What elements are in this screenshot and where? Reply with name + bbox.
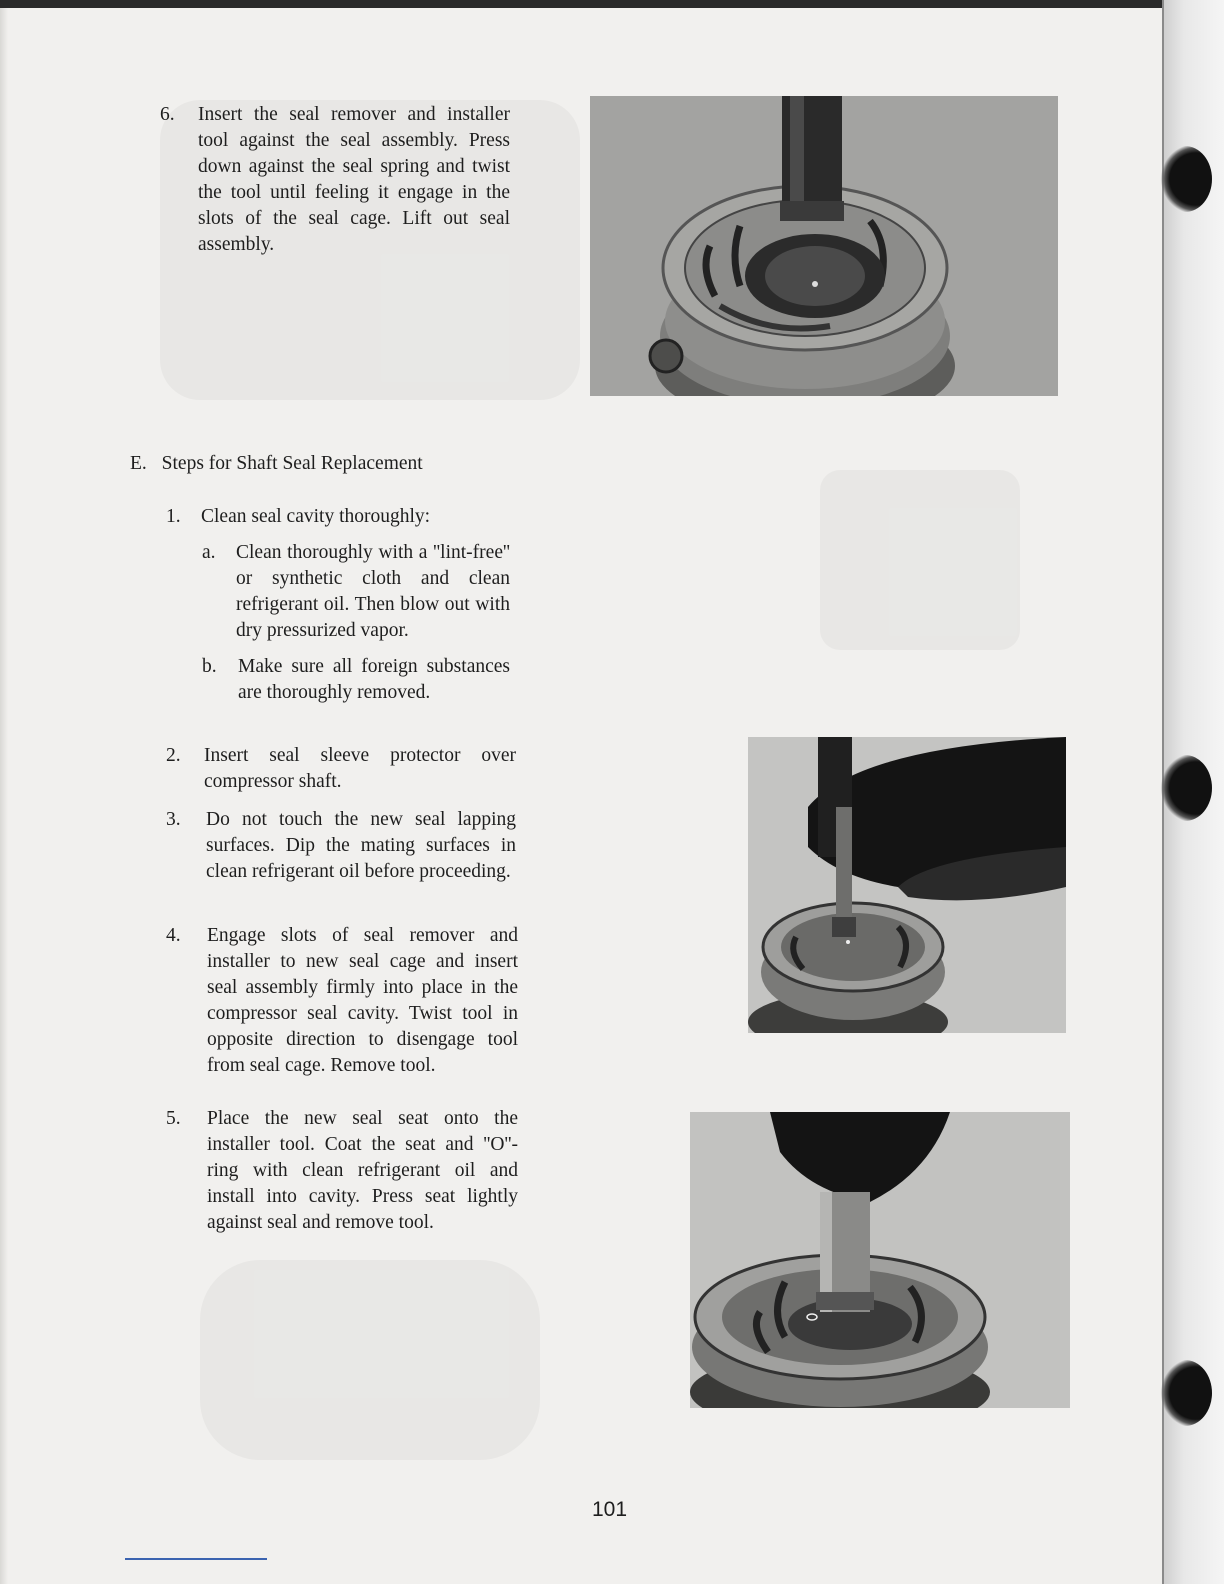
substep-letter: a. bbox=[202, 542, 216, 563]
step-number: 4. bbox=[166, 925, 181, 946]
binder-hole bbox=[1158, 755, 1212, 821]
section-title: Steps for Shaft Seal Replacement bbox=[161, 453, 423, 474]
step-4 bbox=[166, 923, 518, 1079]
section-heading bbox=[130, 451, 550, 477]
seal-install-illustration bbox=[748, 737, 1066, 1033]
step-2 bbox=[166, 743, 516, 795]
step-number: 1. bbox=[166, 506, 181, 527]
section-letter: E. bbox=[130, 453, 147, 474]
footer-rule bbox=[125, 1558, 267, 1560]
seal-removal-photo bbox=[590, 96, 1058, 396]
binder-hole bbox=[1158, 1360, 1212, 1426]
seal-removal-illustration bbox=[590, 96, 1058, 396]
step-5 bbox=[166, 1106, 518, 1236]
step-text: Clean seal cavity thoroughly: bbox=[201, 506, 431, 527]
step-text: Do not touch the new seal lapping surfaces. Dip the mating surfaces in clean refrigerant oil before proceeding. bbox=[206, 809, 516, 882]
step-number: 5. bbox=[166, 1108, 181, 1129]
show-through-shading bbox=[200, 1260, 540, 1460]
scan-border-top bbox=[0, 0, 1224, 8]
seal-install-photo bbox=[748, 737, 1066, 1033]
step-text: Insert seal sleeve protector over compressor shaft. bbox=[204, 745, 516, 792]
step-number: 2. bbox=[166, 745, 181, 766]
step-text: Engage slots of seal remover and installer to new seal cage and insert seal assembly firmly into place in the compressor seal cavity. Twist tool in opposite direction to disengage tool from seal cage. Remove tool. bbox=[207, 925, 518, 1076]
substep-text: Clean thoroughly with a ''lint-free'' or synthetic cloth and clean refrigerant oil. Then blow out with dry pressurized vapor. bbox=[236, 542, 510, 641]
page-number: 101 bbox=[592, 1498, 628, 1521]
step-number: 6. bbox=[160, 104, 175, 125]
show-through-shading bbox=[820, 470, 1020, 650]
binder-edge bbox=[1162, 0, 1224, 1584]
substep-a bbox=[202, 540, 510, 644]
step-6 bbox=[160, 102, 510, 258]
seal-seat-photo bbox=[690, 1112, 1070, 1408]
scan-border-left bbox=[0, 8, 8, 1584]
binder-hole bbox=[1158, 146, 1212, 212]
step-number: 3. bbox=[166, 809, 181, 830]
step-text: Place the new seal seat onto the installer tool. Coat the seat and ''O''-ring with clean refrigerant oil and install into cavity. Press seat lightly against seal and remove tool. bbox=[207, 1108, 518, 1233]
step-1 bbox=[166, 504, 516, 530]
step-3 bbox=[166, 807, 516, 885]
substep-text: Make sure all foreign substances are thoroughly removed. bbox=[238, 656, 510, 703]
step-text: Insert the seal remover and installer tool against the seal assembly. Press down against the seal spring and twist the tool until feeling it engage in the slots of the seal cage. Lift out seal assembly. bbox=[198, 104, 510, 255]
substep-b bbox=[202, 654, 510, 706]
substep-letter: b. bbox=[202, 656, 217, 677]
seal-seat-illustration bbox=[690, 1112, 1070, 1408]
